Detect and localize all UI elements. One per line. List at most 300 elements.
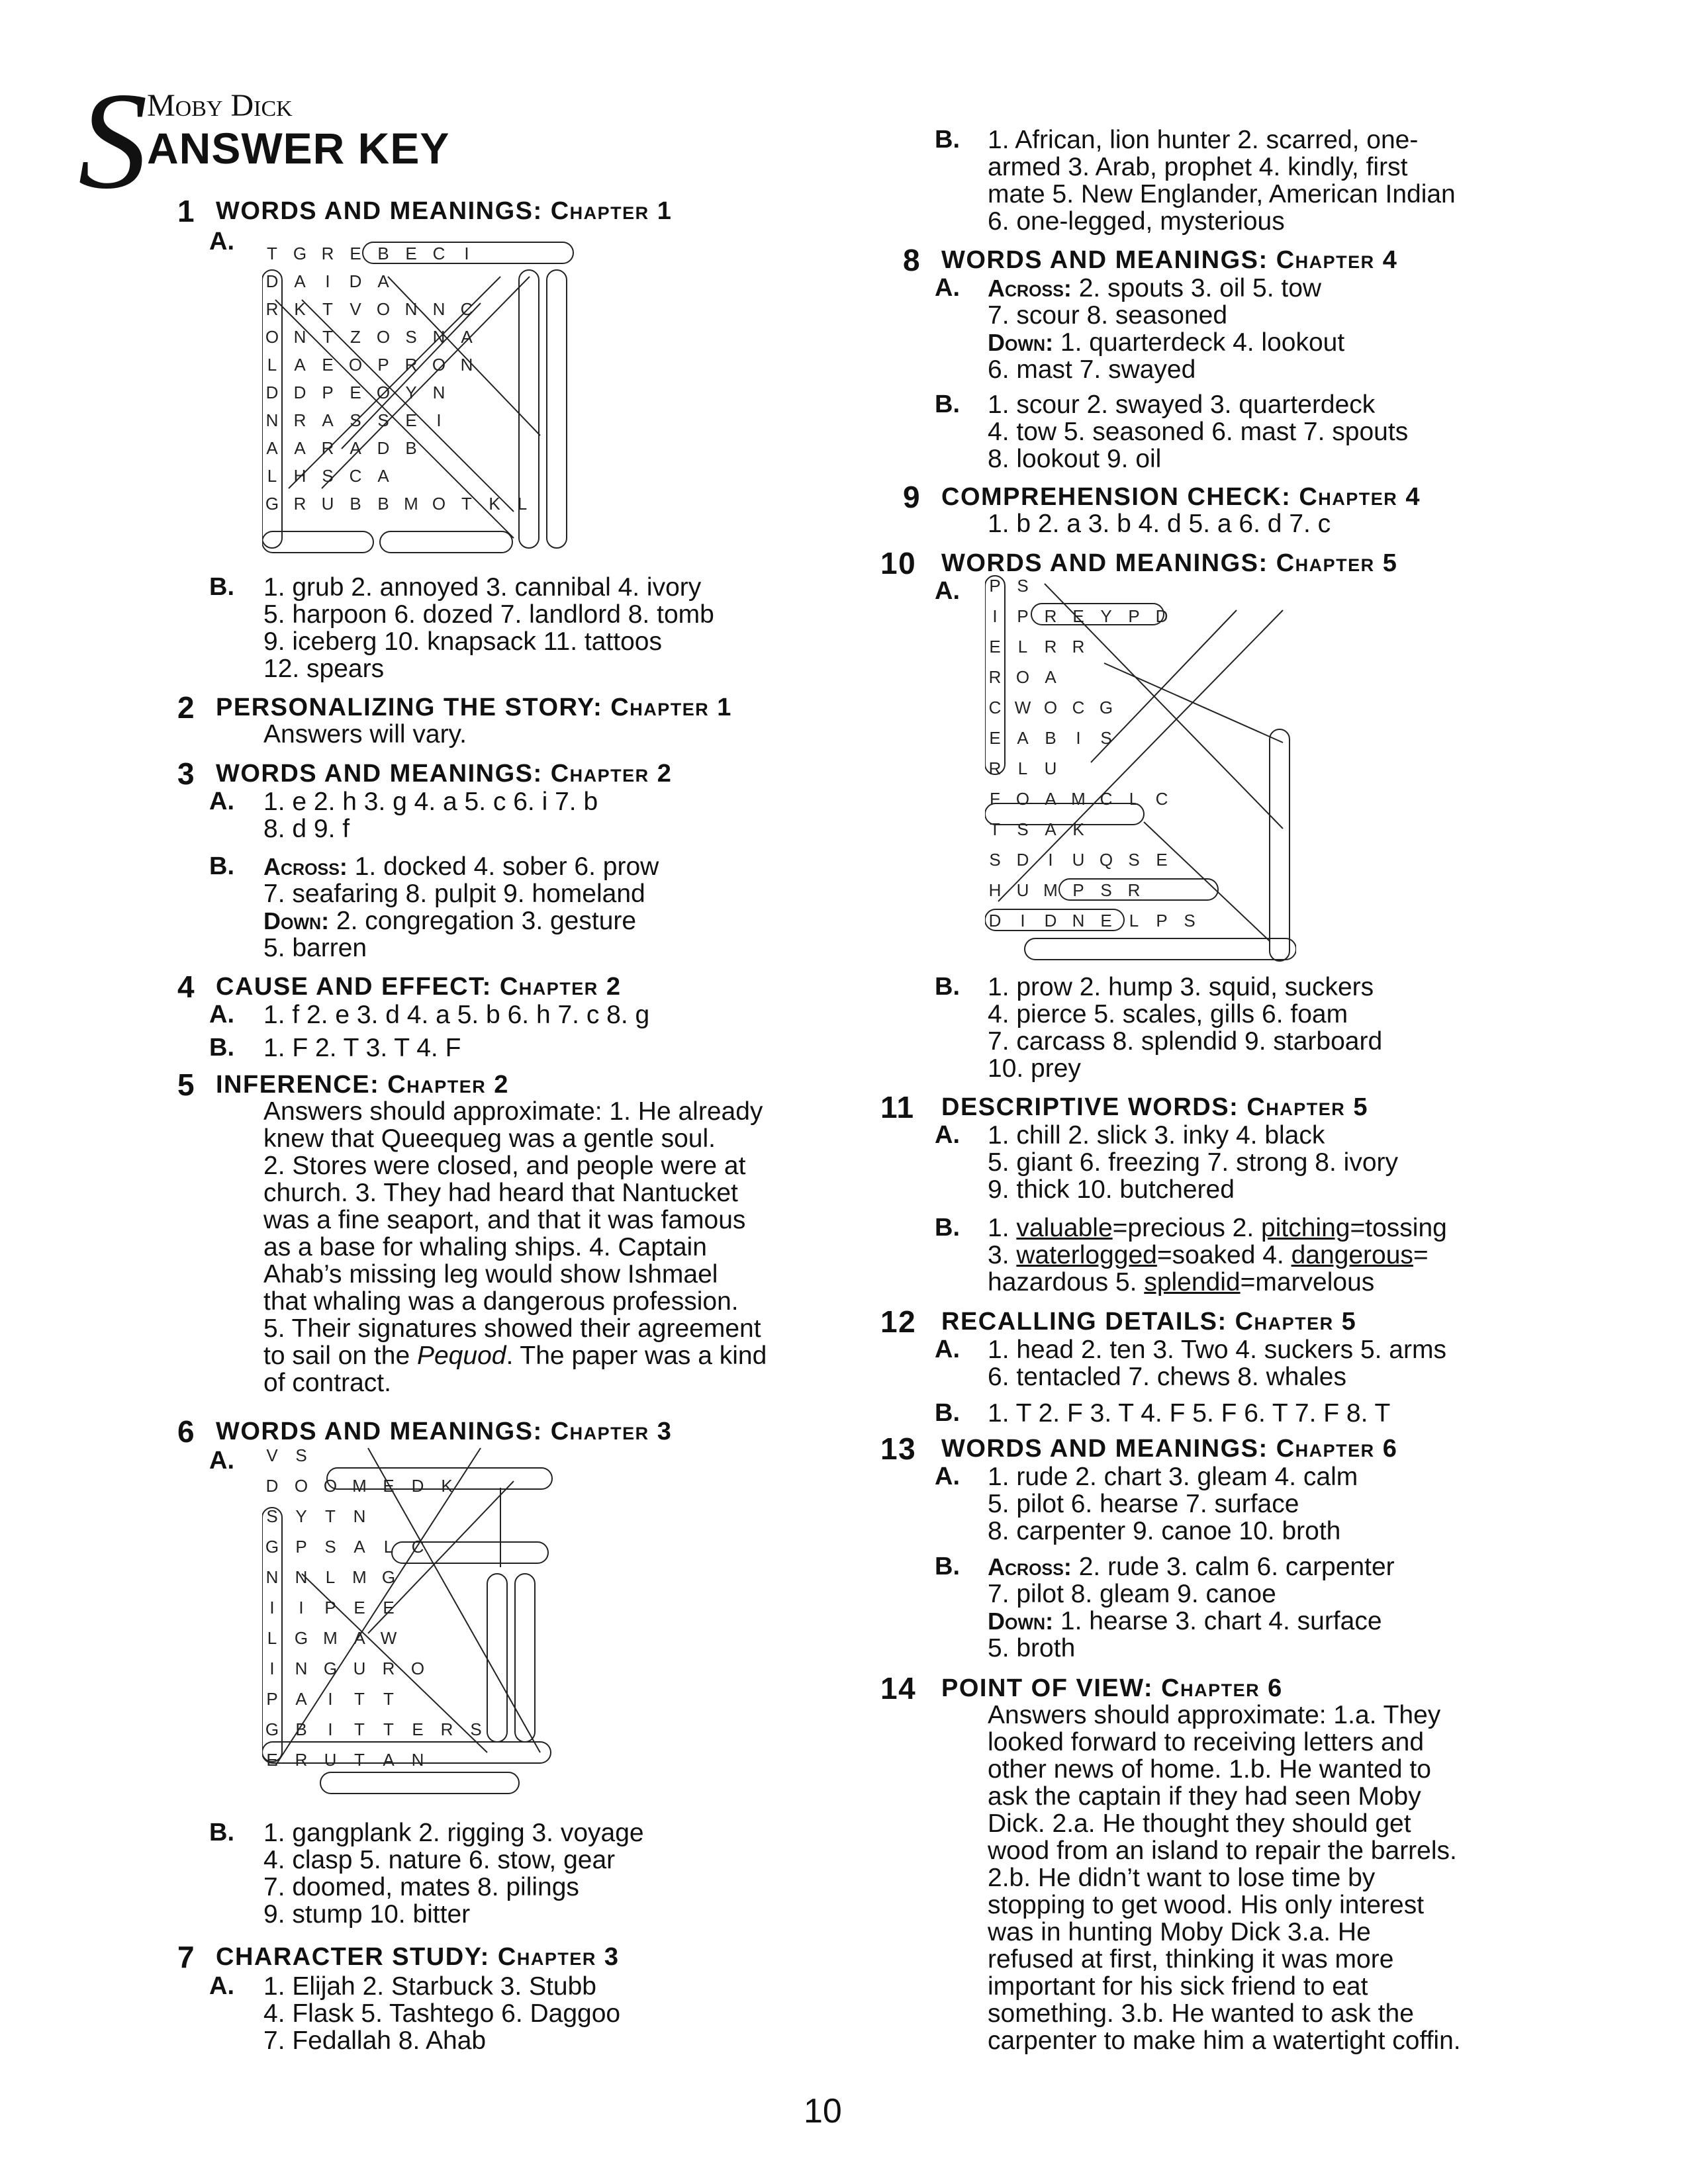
answer-line bbox=[263, 1343, 767, 1369]
logo-initial: S bbox=[78, 64, 148, 218]
puzzle-letter: G bbox=[323, 1659, 338, 1678]
puzzle-letter: G bbox=[265, 494, 279, 514]
answer-text: . The paper was a kind bbox=[506, 1342, 767, 1370]
puzzle-letter: O bbox=[376, 383, 391, 402]
answer-text: =soaked 4. bbox=[1156, 1241, 1291, 1269]
puzzle-circle bbox=[515, 1574, 535, 1742]
puzzle-letter: M bbox=[1043, 880, 1058, 900]
puzzle-letter: R bbox=[1044, 606, 1057, 626]
puzzle-letter: S bbox=[405, 327, 417, 347]
answer-line: of contract. bbox=[263, 1369, 391, 1397]
answer-line: 2. Stores were closed, and people were at bbox=[263, 1152, 746, 1180]
puzzle-letter: N bbox=[295, 1659, 308, 1678]
puzzle-letter: A bbox=[383, 1750, 395, 1770]
puzzle-letter: A bbox=[1017, 728, 1029, 748]
answer-line: 4. tow 5. seasoned 6. mast 7. spouts bbox=[988, 418, 1409, 446]
answer-line: refused at first, thinking it was more bbox=[988, 1945, 1394, 1974]
answer-text: =precious 2. bbox=[1112, 1214, 1262, 1242]
puzzle-letter: O bbox=[376, 327, 391, 347]
section-chapter: Chapter 2 bbox=[550, 760, 673, 788]
section-chapter: Chapter 2 bbox=[499, 973, 622, 1001]
puzzle-letter: L bbox=[267, 1628, 277, 1648]
word-search-puzzle-10 bbox=[985, 570, 1296, 974]
puzzle-letter: C bbox=[432, 244, 445, 263]
puzzle-letter: A bbox=[322, 410, 334, 430]
section-title: DESCRIPTIVE WORDS: bbox=[941, 1093, 1239, 1121]
puzzle-letter: I bbox=[328, 1689, 333, 1709]
answer-line: Answers will vary. bbox=[263, 720, 467, 749]
puzzle-letter: K bbox=[294, 299, 306, 319]
answer-line: 10. prey bbox=[988, 1054, 1081, 1083]
section-3-heading bbox=[177, 756, 673, 791]
section-number: 8 bbox=[903, 243, 921, 277]
puzzle-letter: O bbox=[323, 1476, 338, 1496]
puzzle-letter: D bbox=[265, 1476, 279, 1496]
puzzle-letter: P bbox=[1156, 911, 1168, 931]
puzzle-letter: E bbox=[383, 1476, 395, 1496]
answer-line bbox=[988, 1242, 1429, 1268]
part-b-label: B. bbox=[935, 390, 960, 418]
puzzle-letter: F bbox=[990, 789, 1000, 809]
puzzle-letter: R bbox=[988, 758, 1002, 778]
puzzle-letter: P bbox=[266, 1689, 278, 1709]
part-a-label: A. bbox=[935, 1121, 960, 1149]
answer-line: 7. doomed, mates 8. pilings bbox=[263, 1873, 579, 1901]
answer-line: 8. lookout 9. oil bbox=[988, 445, 1162, 473]
answer-text: 1. bbox=[988, 1214, 1017, 1242]
puzzle-letter: A bbox=[1045, 789, 1056, 809]
puzzle-letter: A bbox=[1045, 667, 1056, 687]
section-title: WORDS AND MEANINGS: bbox=[216, 197, 543, 225]
puzzle-letter: D bbox=[988, 911, 1002, 931]
puzzle-letter: D bbox=[265, 383, 279, 402]
puzzle-letter: L bbox=[267, 355, 277, 375]
section-number: 7 bbox=[177, 1940, 196, 1974]
answer-line: 1. rude 2. chart 3. gleam 4. calm bbox=[988, 1463, 1358, 1491]
puzzle-letter: T bbox=[322, 299, 333, 319]
part-b-label: B. bbox=[209, 1034, 234, 1062]
answer-line: 8. carpenter 9. canoe 10. broth bbox=[988, 1517, 1341, 1545]
puzzle-letter: B bbox=[377, 494, 389, 514]
puzzle-letter: D bbox=[349, 271, 362, 291]
puzzle-letter: N bbox=[432, 383, 445, 402]
answer-line: 5. giant 6. freezing 7. strong 8. ivory bbox=[988, 1148, 1399, 1177]
page-title: ANSWER KEY bbox=[147, 124, 450, 173]
section-chapter: Chapter 2 bbox=[387, 1071, 509, 1099]
puzzle-letter: E bbox=[353, 1598, 365, 1617]
puzzle-letter: B bbox=[377, 244, 389, 263]
puzzle-letter: A bbox=[353, 1628, 365, 1648]
puzzle-diagonal bbox=[275, 300, 514, 538]
section-title: COMPREHENSION CHECK: bbox=[941, 483, 1291, 511]
puzzle-letter: T bbox=[325, 1506, 336, 1526]
puzzle-letter: E bbox=[405, 244, 417, 263]
section-title: PERSONALIZING THE STORY: bbox=[216, 694, 603, 721]
puzzle-letter: R bbox=[382, 1659, 395, 1678]
puzzle-diagonal bbox=[275, 1448, 481, 1766]
answer-line: that whaling was a dangerous profession. bbox=[263, 1287, 739, 1316]
section-chapter: Chapter 6 bbox=[1276, 1435, 1398, 1463]
puzzle-letter: I bbox=[992, 606, 998, 626]
puzzle-letter: G bbox=[294, 1628, 308, 1648]
answer-line: 9. iceberg 10. knapsack 11. tattoos bbox=[263, 627, 662, 656]
answer-line bbox=[263, 854, 659, 880]
answer-line: 1. gangplank 2. rigging 3. voyage bbox=[263, 1819, 644, 1847]
puzzle-letter: S bbox=[295, 1445, 307, 1465]
puzzle-letter: I bbox=[436, 410, 442, 430]
puzzle-letter: C bbox=[411, 1537, 424, 1557]
part-b-label: B. bbox=[935, 1214, 960, 1242]
section-13-heading bbox=[880, 1432, 1398, 1466]
answer-line: 4. pierce 5. scales, gills 6. foam bbox=[988, 1000, 1348, 1028]
puzzle-letter: R bbox=[404, 355, 418, 375]
answer-line: 1. Elijah 2. Starbuck 3. Stubb bbox=[263, 1972, 596, 2001]
section-chapter: Chapter 5 bbox=[1276, 549, 1398, 577]
answer-line: 6. mast 7. swayed bbox=[988, 355, 1196, 384]
puzzle-letter: E bbox=[266, 1750, 278, 1770]
part-a-label: A. bbox=[935, 577, 960, 605]
puzzle-circle bbox=[262, 531, 373, 553]
puzzle-letter: N bbox=[411, 1750, 424, 1770]
section-number: 11 bbox=[880, 1090, 915, 1124]
puzzle-letter: N bbox=[295, 1567, 308, 1587]
puzzle-letter: O bbox=[294, 1476, 308, 1496]
puzzle-letter: L bbox=[1017, 758, 1028, 778]
puzzle-letter: P bbox=[324, 1598, 336, 1617]
puzzle-letter: E bbox=[989, 728, 1001, 748]
puzzle-letter: R bbox=[293, 410, 306, 430]
section-chapter: Chapter 4 bbox=[1299, 483, 1421, 511]
puzzle-letter: U bbox=[1072, 850, 1085, 870]
puzzle-letter: P bbox=[1128, 606, 1140, 626]
answer-text: 2. spouts 3. oil 5. tow bbox=[1071, 274, 1322, 302]
puzzle-letter: O bbox=[432, 355, 446, 375]
puzzle-letter: O bbox=[1043, 698, 1058, 717]
answer-line: wood from an island to repair the barrels. bbox=[988, 1837, 1457, 1865]
section-number: 14 bbox=[880, 1671, 917, 1706]
puzzle-letter: T bbox=[322, 327, 333, 347]
puzzle-letter: K bbox=[441, 1476, 453, 1496]
answer-line bbox=[988, 1215, 1447, 1241]
puzzle-letter: D bbox=[265, 271, 279, 291]
across-label: Across: bbox=[988, 275, 1072, 302]
section-title: POINT OF VIEW: bbox=[941, 1674, 1154, 1702]
answer-line bbox=[988, 330, 1344, 355]
puzzle-letter: M bbox=[352, 1476, 367, 1496]
puzzle-letter: S bbox=[266, 1506, 278, 1526]
puzzle-letter: M bbox=[352, 1567, 367, 1587]
puzzle-letter: I bbox=[269, 1598, 275, 1617]
puzzle-letter: U bbox=[321, 494, 334, 514]
puzzle-letter: B bbox=[350, 494, 361, 514]
answer-line: something. 3.b. He wanted to ask the bbox=[988, 1999, 1414, 2028]
section-number: 2 bbox=[177, 690, 196, 725]
puzzle-letter: O bbox=[1015, 667, 1030, 687]
puzzle-letter: T bbox=[354, 1689, 365, 1709]
section-title: CHARACTER STUDY: bbox=[216, 1943, 490, 1971]
puzzle-letter: I bbox=[325, 271, 330, 291]
answer-line: 4. clasp 5. nature 6. stow, gear bbox=[263, 1846, 616, 1874]
part-b-label: B. bbox=[935, 126, 960, 154]
puzzle-letter: N bbox=[265, 410, 279, 430]
section-chapter: Chapter 5 bbox=[1246, 1093, 1368, 1121]
down-label: Down: bbox=[988, 1608, 1054, 1635]
puzzle-letter: C bbox=[1155, 789, 1168, 809]
puzzle-letter: S bbox=[470, 1719, 482, 1739]
underlined-word: splendid bbox=[1144, 1268, 1241, 1297]
answer-line: 5. Their signatures showed their agreement bbox=[263, 1314, 761, 1343]
puzzle-letter: E bbox=[989, 637, 1001, 657]
answer-line: 1. grub 2. annoyed 3. cannibal 4. ivory bbox=[263, 573, 702, 602]
puzzle-circle bbox=[985, 803, 1144, 825]
puzzle-letter: B bbox=[405, 438, 417, 458]
underlined-word: dangerous bbox=[1291, 1241, 1413, 1269]
puzzle-letter: R bbox=[440, 1719, 453, 1739]
puzzle-letter: T bbox=[354, 1750, 365, 1770]
section-9-heading bbox=[903, 480, 1421, 514]
puzzle-letter: S bbox=[1017, 576, 1029, 596]
answer-line: 1. scour 2. swayed 3. quarterdeck bbox=[988, 390, 1376, 419]
answer-text: = bbox=[1413, 1241, 1429, 1269]
down-label: Down: bbox=[988, 329, 1054, 356]
puzzle-letter: R bbox=[1072, 637, 1085, 657]
answer-line: 5. broth bbox=[988, 1634, 1076, 1662]
puzzle-letter: E bbox=[322, 355, 334, 375]
puzzle-letter: E bbox=[350, 244, 361, 263]
puzzle-letter: R bbox=[265, 299, 279, 319]
puzzle-letter: N bbox=[432, 327, 445, 347]
puzzle-letter: I bbox=[299, 1598, 304, 1617]
puzzle-circle bbox=[487, 1574, 507, 1742]
answer-line: 6. one-legged, mysterious bbox=[988, 207, 1285, 236]
puzzle-letter: O bbox=[1015, 789, 1030, 809]
puzzle-letter: N bbox=[404, 299, 418, 319]
part-b-label: B. bbox=[209, 573, 234, 601]
answer-line: 1. African, lion hunter 2. scarred, one- bbox=[988, 126, 1419, 154]
puzzle-letter: M bbox=[323, 1628, 338, 1648]
puzzle-diagonal bbox=[998, 610, 1283, 901]
puzzle-letter: G bbox=[1099, 698, 1113, 717]
puzzle-letter: H bbox=[988, 880, 1002, 900]
puzzle-diagonal bbox=[1104, 663, 1283, 743]
answer-line bbox=[263, 908, 636, 934]
puzzle-letter: S bbox=[1100, 728, 1112, 748]
puzzle-letter: L bbox=[267, 466, 277, 486]
part-a-label: A. bbox=[209, 1001, 234, 1028]
puzzle-letter: M bbox=[404, 494, 418, 514]
puzzle-letter: E bbox=[412, 1719, 424, 1739]
answer-line: Ahab’s missing leg would show Ishmael bbox=[263, 1260, 718, 1289]
part-a-label: A. bbox=[209, 1447, 234, 1475]
answer-line: 5. pilot 6. hearse 7. surface bbox=[988, 1490, 1299, 1518]
puzzle-letter: L bbox=[325, 1567, 336, 1587]
part-b-label: B. bbox=[209, 852, 234, 880]
puzzle-letter: P bbox=[377, 355, 389, 375]
section-number: 3 bbox=[177, 756, 196, 791]
puzzle-letter: G bbox=[293, 244, 307, 263]
puzzle-letter: R bbox=[1127, 880, 1141, 900]
section-chapter: Chapter 3 bbox=[550, 1418, 673, 1445]
puzzle-letter: S bbox=[322, 466, 334, 486]
puzzle-letter: I bbox=[1076, 728, 1081, 748]
answer-line: was in hunting Moby Dick 3.a. He bbox=[988, 1918, 1371, 1946]
section-14-heading bbox=[880, 1671, 1283, 1706]
puzzle-letter: L bbox=[383, 1537, 394, 1557]
puzzle-letter: S bbox=[1100, 880, 1112, 900]
answer-line: 7. Fedallah 8. Ahab bbox=[263, 2026, 487, 2055]
section-title: WORDS AND MEANINGS: bbox=[941, 1435, 1268, 1463]
section-number: 12 bbox=[880, 1304, 917, 1339]
answer-text: hazardous 5. bbox=[988, 1268, 1145, 1297]
puzzle-letter: L bbox=[1129, 911, 1139, 931]
underlined-word: valuable bbox=[1016, 1214, 1113, 1242]
puzzle-letter: O bbox=[376, 299, 391, 319]
puzzle-letter: W bbox=[1014, 698, 1031, 717]
section-chapter: Chapter 6 bbox=[1161, 1674, 1283, 1702]
puzzle-letter: P bbox=[295, 1537, 307, 1557]
puzzle-letter: Q bbox=[1099, 850, 1113, 870]
puzzle-letter: U bbox=[1044, 758, 1057, 778]
answer-line: stopping to get wood. His only interest bbox=[988, 1891, 1425, 1919]
puzzle-letter: P bbox=[989, 576, 1001, 596]
puzzle-letter: B bbox=[295, 1719, 307, 1739]
puzzle-letter: A bbox=[295, 1689, 307, 1709]
answer-line: Dick. 2.a. He thought they should get bbox=[988, 1809, 1411, 1838]
answer-text: 3. bbox=[988, 1241, 1017, 1269]
puzzle-letter: O bbox=[432, 494, 446, 514]
puzzle-letter: I bbox=[1020, 911, 1025, 931]
puzzle-letter: A bbox=[294, 271, 306, 291]
puzzle-letter: U bbox=[353, 1659, 366, 1678]
puzzle-letter: A bbox=[377, 466, 389, 486]
answer-line: ask the captain if they had seen Moby bbox=[988, 1782, 1421, 1811]
answer-line: carpenter to make him a watertight coffin. bbox=[988, 2026, 1461, 2055]
puzzle-letter: R bbox=[988, 667, 1002, 687]
answer-text: =marvelous bbox=[1240, 1268, 1375, 1297]
section-title: CAUSE AND EFFECT: bbox=[216, 973, 492, 1001]
section-title: WORDS AND MEANINGS: bbox=[216, 1418, 543, 1445]
answer-text: 1. hearse 3. chart 4. surface bbox=[1053, 1607, 1382, 1635]
part-a-label: A. bbox=[935, 1463, 960, 1490]
section-number: 6 bbox=[177, 1414, 196, 1449]
word-search-puzzle-6 bbox=[262, 1435, 560, 1805]
puzzle-circle bbox=[1270, 729, 1289, 961]
section-11-heading bbox=[880, 1090, 1368, 1124]
puzzle-letter: I bbox=[269, 1659, 275, 1678]
puzzle-letter: R bbox=[321, 244, 334, 263]
answer-line: as a base for whaling ships. 4. Captain bbox=[263, 1233, 707, 1261]
ship-name: Pequod bbox=[416, 1342, 506, 1370]
answer-line: 1. e 2. h 3. g 4. a 5. c 6. i 7. b bbox=[263, 788, 598, 816]
section-chapter: Chapter 3 bbox=[497, 1943, 620, 1971]
answer-line: 1. b 2. a 3. b 4. d 5. a 6. d 7. c bbox=[988, 510, 1331, 538]
section-2-heading bbox=[177, 690, 732, 725]
puzzle-letter: L bbox=[1017, 637, 1028, 657]
section-title: WORDS AND MEANINGS: bbox=[941, 246, 1268, 274]
answer-line: knew that Queequeg was a gentle soul. bbox=[263, 1124, 716, 1153]
section-title: INFERENCE: bbox=[216, 1071, 380, 1099]
answer-line: 5. barren bbox=[263, 934, 367, 962]
puzzle-letter: E bbox=[1072, 606, 1084, 626]
answer-text: =tossing bbox=[1350, 1214, 1447, 1242]
puzzle-letter: U bbox=[1016, 880, 1029, 900]
puzzle-letter: G bbox=[265, 1537, 279, 1557]
section-number: 1 bbox=[177, 194, 196, 228]
puzzle-letter: G bbox=[265, 1719, 279, 1739]
part-b-label: B. bbox=[209, 1819, 234, 1846]
answer-line: other news of home. 1.b. He wanted to bbox=[988, 1755, 1431, 1784]
puzzle-letter: R bbox=[295, 1750, 308, 1770]
underlined-word: waterlogged bbox=[1016, 1241, 1157, 1269]
underlined-word: pitching bbox=[1261, 1214, 1350, 1242]
answer-line: 1. F 2. T 3. T 4. F bbox=[263, 1034, 461, 1062]
answer-line: 1. T 2. F 3. T 4. F 5. F 6. T 7. F 8. T bbox=[988, 1399, 1391, 1428]
answer-line: 1. prow 2. hump 3. squid, suckers bbox=[988, 973, 1374, 1001]
section-8-heading bbox=[903, 243, 1398, 277]
part-b-label: B. bbox=[935, 1399, 960, 1427]
answer-line: church. 3. They had heard that Nantucket bbox=[263, 1179, 738, 1207]
puzzle-letter: S bbox=[324, 1537, 336, 1557]
puzzle-letter: I bbox=[464, 244, 469, 263]
down-label: Down: bbox=[263, 907, 330, 934]
puzzle-letter: U bbox=[324, 1750, 337, 1770]
answer-line bbox=[988, 1608, 1382, 1634]
puzzle-letter: B bbox=[1045, 728, 1056, 748]
answer-line: 7. scour 8. seasoned bbox=[988, 301, 1228, 330]
answer-line: 8. d 9. f bbox=[263, 815, 350, 843]
section-number: 10 bbox=[880, 546, 917, 580]
puzzle-letter: Z bbox=[350, 327, 361, 347]
answer-line: 7. pilot 8. gleam 9. canoe bbox=[988, 1580, 1276, 1608]
answer-line: 4. Flask 5. Tashtego 6. Daggoo bbox=[263, 1999, 621, 2028]
puzzle-diagonal bbox=[1091, 610, 1237, 762]
puzzle-letter: A bbox=[294, 355, 306, 375]
puzzle-letter: O bbox=[348, 355, 363, 375]
puzzle-circle bbox=[380, 531, 512, 553]
puzzle-letter: E bbox=[405, 410, 417, 430]
puzzle-letter: T bbox=[354, 1719, 365, 1739]
puzzle-letter: N bbox=[432, 299, 445, 319]
part-b-label: B. bbox=[935, 1553, 960, 1580]
answer-line bbox=[988, 1554, 1395, 1580]
answer-line: was a fine seaport, and that it was famous bbox=[263, 1206, 746, 1234]
puzzle-letter: C bbox=[1100, 789, 1113, 809]
section-1-heading bbox=[177, 194, 673, 228]
puzzle-letter: L bbox=[1129, 789, 1139, 809]
answer-line: important for his sick friend to eat bbox=[988, 1972, 1368, 2001]
puzzle-letter: T bbox=[383, 1719, 394, 1739]
across-label: Across: bbox=[263, 853, 348, 880]
puzzle-letter: H bbox=[293, 466, 306, 486]
puzzle-letter: E bbox=[383, 1598, 395, 1617]
puzzle-letter: A bbox=[461, 327, 473, 347]
answer-line: 6. tentacled 7. chews 8. whales bbox=[988, 1363, 1346, 1391]
puzzle-letter: M bbox=[1071, 789, 1086, 809]
book-title: Moby Dick bbox=[147, 88, 293, 123]
part-a-label: A. bbox=[209, 788, 234, 815]
section-title: WORDS AND MEANINGS: bbox=[941, 549, 1268, 577]
puzzle-letter: N bbox=[353, 1506, 366, 1526]
answer-text: 1. docked 4. sober 6. prow bbox=[347, 852, 659, 881]
puzzle-letter: D bbox=[411, 1476, 424, 1496]
puzzle-letter: Y bbox=[405, 383, 417, 402]
answer-line: 9. thick 10. butchered bbox=[988, 1175, 1235, 1204]
answer-line: 5. harpoon 6. dozed 7. landlord 8. tomb bbox=[263, 600, 714, 629]
section-number: 13 bbox=[880, 1432, 917, 1466]
puzzle-letter: D bbox=[377, 438, 390, 458]
answer-line bbox=[988, 275, 1321, 301]
puzzle-letter: A bbox=[350, 438, 361, 458]
